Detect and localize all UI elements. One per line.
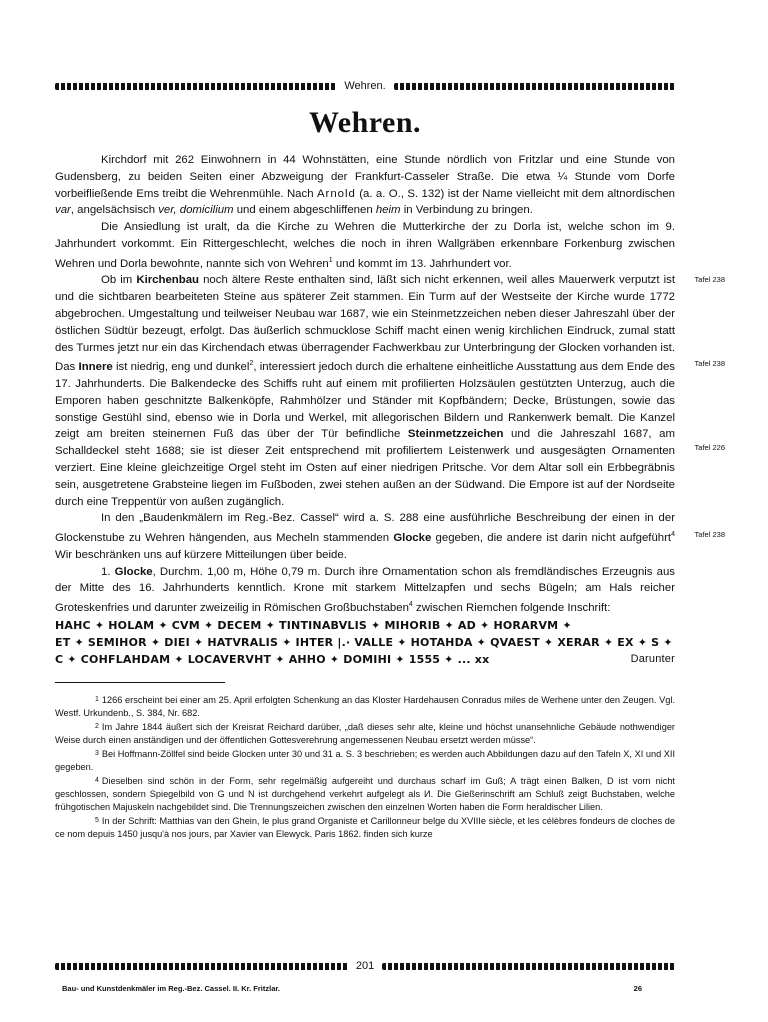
keyword: Glocke	[393, 531, 432, 544]
ornament-right	[394, 83, 675, 90]
keyword: Steinmetzzeichen	[407, 428, 504, 441]
text-span: gegeben, die andere ist darin nicht aufgeführt	[431, 531, 672, 544]
paragraph-2	[55, 219, 675, 272]
ornament-right	[382, 963, 675, 970]
text-span: in Verbindung zu bringen.	[400, 204, 533, 217]
footnote	[55, 774, 675, 814]
paragraph-3	[55, 272, 725, 510]
text-span: und kommt im 13. Jahrhundert vor.	[332, 257, 512, 270]
main-text	[55, 152, 725, 617]
footer-series-title: Bau- und Kunstdenkmäler im Reg.-Bez. Cassel. II. Kr. Fritzlar.	[62, 984, 280, 993]
footnote-text: In der Schrift: Matthias van den Ghein, le plus grand Organiste et Carillonneur belge du XVIIIe siècle, et les célèbres fondeurs de cloches de ce nom depuis 1450 jusqu'à nos jours, par Xavier van Elewyck. Paris 1862. finden sich kurze	[55, 815, 675, 839]
footnote-text: Dieselben sind schön in der Form, sehr regelmäßig aufgereiht und durchaus scharf im Guß; A trägt einen Balken, D ist vorn nicht geschlossen, sondern Spiegelbild von G und N ist durchgehend verkehrt aufgelegt als И. Die Gießerinschrift am Schluß zeigt Buchstaben, welche frühgotischen Majuskeln nachgebildet sind. Die Trennungszeichen zwischen den einzelnen Worten haben die Form heraldischer Lilien.	[55, 775, 675, 812]
keyword: Kirchenbau	[136, 274, 200, 287]
keyword: Innere	[78, 361, 113, 374]
text-span: 1.	[101, 565, 115, 578]
footnote	[55, 814, 675, 841]
footnotes	[55, 693, 675, 841]
text-span: Kirchdorf mit 262 Einwohnern in 44 Wohnstätten, eine Stunde nördlich von Fritzlar und eine Stunde von Gudensberg, zu beiden Seiten einer Abzweigung der Frankfurt-Casseler Straße. Die etwa ¼ Stunde vom Dorfe vorbeifließende Ems treibt die Wehrenmühle. Nach	[55, 154, 675, 200]
footer-sheet-number: 26	[633, 984, 642, 993]
italic-term: heim	[375, 204, 401, 217]
italic-term: ver, domicilium	[158, 204, 234, 217]
text-span: , Durchm. 1,00 m, Höhe 0,79 m. Durch ihre Ornamentation schon als fremdländisches Erzeugnis aus der Mitte des 16. Jahrhunderts kenntlich. Krone mit starkem Mittelzapfen und sechs Bügeln; am Hals reicher Groteskenfries und darunter zweizeilig in Römischen Großbuchstaben	[55, 565, 675, 614]
page-number: 201	[355, 960, 375, 972]
text-span: und einem abgeschliffenen	[233, 204, 376, 217]
inscription-line: HAHC ✦ HOLAM ✦ CVM ✦ DECEM ✦ TINTINABVLIS ✦ MIHORIB ✦ AD ✦ HORARVM ✦	[55, 618, 572, 632]
footnote	[55, 720, 675, 747]
paragraph-4	[55, 510, 725, 563]
inscription-line: ET ✦ SEMIHOR ✦ DIEI ✦ HATVRALIS ✦ IHTER |.· VALLE ✦ HOTAHDA ✦ QVAEST ✦ XERAR ✦ EX ✦ S ✦	[55, 635, 673, 649]
italic-term: var	[55, 204, 71, 217]
bottom-ornament-bar	[55, 958, 675, 974]
footnote-mark: 4	[671, 531, 675, 539]
ornament-left	[55, 83, 336, 90]
paragraph-5	[55, 564, 675, 617]
text-span: ist niedrig, eng und dunkel	[112, 361, 250, 374]
author-name: Arnold	[316, 187, 356, 200]
footnote-mark: 2	[249, 360, 254, 368]
paragraph-1	[55, 152, 675, 219]
inscription-continuation: Darunter	[630, 652, 675, 665]
footnote-number: 1	[95, 695, 99, 703]
footnote-number: 4	[95, 776, 99, 784]
inscription-line	[55, 651, 675, 668]
text-span: zwischen Riemchen folgende Inschrift:	[412, 601, 611, 614]
footnote-number: 3	[95, 749, 99, 757]
footnote-mark: 1	[328, 256, 333, 264]
footnote-text: 1266 erscheint bei einer am 25. April erfolgten Schenkung an das Kloster Hardehausen Conradus miles de Werhene unter den Zeugen. Vgl. Westf. Urkundenb., S. 384, Nr. 682.	[55, 694, 675, 718]
footnote-rule	[55, 682, 225, 683]
text-span: Die Ansiedlung ist uralt, da die Kirche zu Wehren die Mutterkirche der zu Dorla ist, welche schon im 9. Jahrhundert vorkommt. Ein Rittergeschlecht, welches die noch in ihren Wallgräben erkennbare Forkenburg zwischen Wehren und Dorla bewohnte, nannte sich von Wehren	[55, 221, 675, 270]
running-head-bar	[55, 78, 675, 94]
text-span: In den „Baudenkmälern im Reg.-Bez. Cassel“ wird a. S. 288 eine ausführliche Beschreibung der einen in der Glockenstube zu Wehren hängenden, aus Mecheln stammenden	[55, 512, 675, 544]
text-span: , angelsächsisch	[70, 204, 159, 217]
text-span: Ob im	[101, 274, 137, 287]
keyword: Glocke	[114, 565, 153, 578]
page-title: Wehren.	[308, 106, 422, 139]
margin-note: Tafel 226	[694, 443, 725, 453]
running-head: Wehren.	[344, 80, 386, 92]
text-span: und die Jahreszahl 1687, am Schalldeckel steht 1688; sie ist dieser Zeit entsprechend mit profiliertem Leistenwerk und ausgesägten Ornamenten verziert. Eine kleine gleichzeitige Orgel steht im Osten auf einer niedrigen Pritsche. Vor dem Altar soll ein Erbbegräbnis sein, ausgetretene Grabsteine liegen im Fußboden, zwei stehen außen an der Südwand. Die Empore ist auf der Nordseite durch eine Treppentür von außen zugänglich.	[55, 428, 675, 508]
footnote-text: Im Jahre 1844 äußert sich der Kreisrat Reichard darüber, „daß dieses sehr alte, kleine und höchst unansehnliche Gebäude nothwendiger Weise durch einen anständigen und der öffentlichen Gottesverehrung angemessenen Neubau ersetzt werden müsse“.	[55, 721, 675, 745]
text-span: Wir beschränken uns auf kürzere Mitteilungen über beide.	[55, 548, 347, 561]
footnote-text: Bei Hoffmann-Zöllfel sind beide Glocken unter 30 und 31 a. S. 3 beschrieben; es werden auch Abbildungen dazu auf den Tafeln X, XI und XII gegeben.	[55, 748, 675, 772]
footnote-number: 5	[95, 816, 99, 824]
margin-note: Tafel 238	[694, 359, 725, 369]
page	[55, 78, 725, 841]
page-footer	[62, 984, 672, 993]
margin-note: Tafel 238	[694, 275, 725, 285]
footnote-number: 2	[95, 722, 99, 730]
bell-inscription	[55, 617, 675, 668]
footnote-mark: 4	[408, 601, 413, 609]
text-span: noch ältere Reste enthalten sind, läßt sich nicht erkennen, weil alles Mauerwerk verputzt ist und die sichtbaren bearbeiteten Steine aus späterer Zeit stammen. Ein Turm auf der Westseite der Kirche wurde 1772 abgebrochen. Umgestaltung und teilweiser Neubau war 1687, wie ein Steinmetzzeichen neben dieser Jahreszahl über der östlichen Südtür bezeugt, erfolgt. Das äußerlich schmucklose Schiff macht einen wenig kirchlichen Eindruck, zumal statt des Turmes jetzt nur ein das Kirchendach etwas überragender Fachwerkbau zur Unterbringung der Glocken vorhanden ist. Das	[55, 274, 675, 374]
footnote	[55, 693, 675, 720]
text-span: (a. a. O., S. 132) ist der Name vielleicht mit dem altnordischen	[355, 187, 675, 200]
ornament-left	[55, 963, 348, 970]
inscription-text: C ✦ COHFLAHDAM ✦ LOCAVERVHT ✦ AHHO ✦ DOMIHI ✦ 1555 ✦ ... xx	[55, 652, 490, 666]
margin-note: Tafel 238	[694, 530, 725, 540]
text-span: , interessiert jedoch durch die erhaltene einheitliche Ausstattung aus dem Ende des 17. Jahrhunderts. Die Balkendecke des Schiffs ruht auf einem mit profilierten Holzsäulen gestützten Unterzug, auch die Emporen haben geschnitzte Balkenköpfe, Rahmhölzer und Ständer mit Kopfbändern; Decke, Brüstungen, sowie das sonstige Gestühl sind, ebenso wie in Dorla und Werkel, mit allegorischen Bildern und Rankenwerk bemalt. Die Kanzel zeigt am breiten steinernen Fuß das über der Tür befindliche	[55, 361, 675, 441]
footnote	[55, 747, 675, 774]
